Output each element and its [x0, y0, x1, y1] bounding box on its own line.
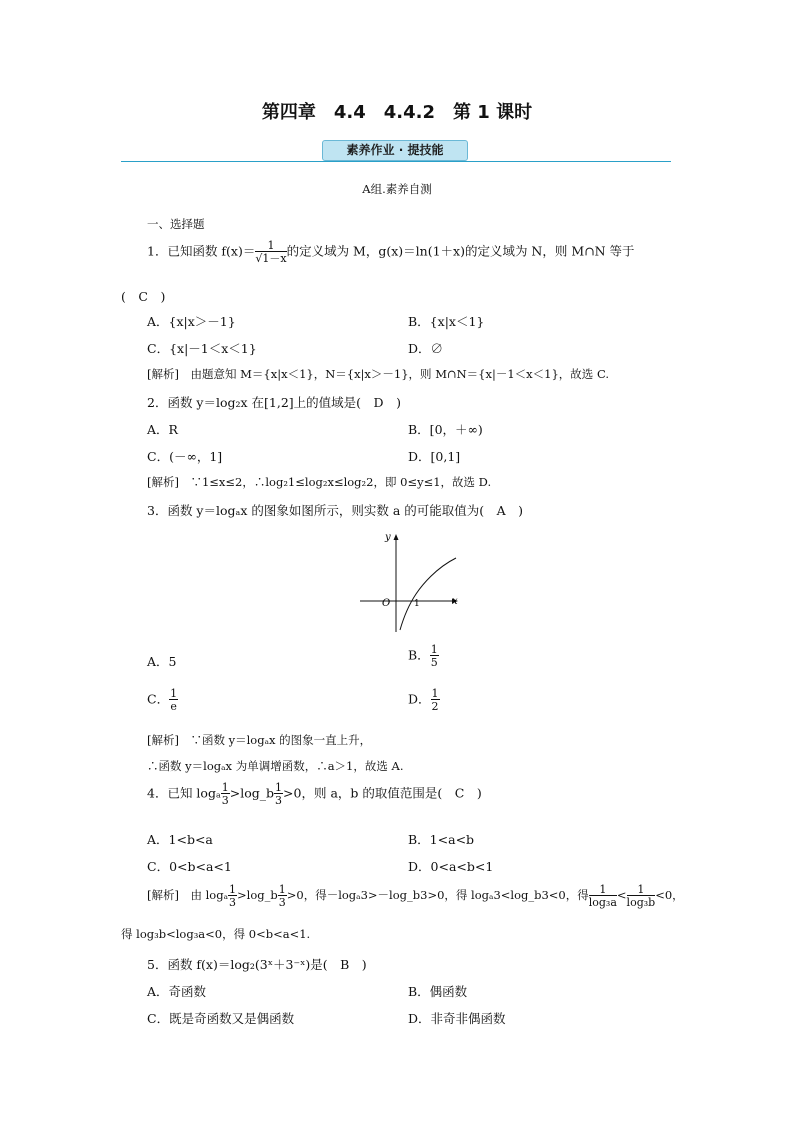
group-label: A组.素养自测: [362, 182, 432, 196]
q3-b-prefix: B．: [408, 647, 430, 663]
q4-option-c: C．0<b<a<1: [147, 859, 232, 874]
section-title: 一、选择题: [147, 217, 205, 231]
q4-option-d: D．0<a<b<1: [408, 859, 494, 874]
q3-b-den: 5: [430, 656, 438, 669]
q3-c-fraction: [169, 688, 178, 712]
q3-c-den: e: [170, 700, 177, 713]
q1-stem-a: 已知函数 f(x)＝: [167, 243, 256, 259]
q3-analysis-2: ∴函数 y＝logₐx 为单调增函数，∴a＞1，故选 A.: [147, 759, 404, 773]
q2-analysis: [解析] ∵1≤x≤2，∴log₂1≤log₂x≤log₂2，即 0≤y≤1，故选 D.: [147, 475, 492, 489]
q4-frac-1-den: 3: [221, 794, 229, 807]
q1-frac-den: √1－x: [255, 252, 287, 265]
q3-b-fraction: [430, 644, 439, 668]
q1-fraction: [255, 240, 286, 264]
q4-option-b: B．1<a<b: [408, 832, 475, 847]
q3-option-d: [408, 688, 440, 712]
q4-option-a: A．1<b<a: [147, 832, 213, 847]
q4-frac-2: [274, 782, 283, 806]
q3-option-a: A．5: [147, 654, 177, 669]
q4-analysis-frac-3: [589, 884, 617, 908]
q4-frac-1: [221, 782, 230, 806]
q5-option-a: A．奇函数: [147, 984, 207, 999]
section-badge: 素养作业 · 提技能: [322, 140, 468, 161]
header-divider: [121, 161, 671, 162]
q4-analysis-frac-2-den: 3: [278, 896, 286, 909]
q3-option-c: [147, 688, 178, 712]
q2-option-c: C．(－∞，1]: [147, 449, 223, 464]
q3-d-den: 2: [431, 700, 439, 713]
y-axis-arrow: [394, 534, 399, 540]
q2-option-d: D．[0,1]: [408, 449, 461, 464]
q4-analysis-frac-1-num: 1: [229, 883, 237, 896]
q2-option-b: B．[0，＋∞): [408, 422, 483, 437]
q1-option-d: D．∅: [408, 341, 444, 356]
question-5-stem: 5．函数 f(x)＝log₂(3ˣ＋3⁻ˣ)是( B ): [147, 957, 367, 972]
graph-y-label: y: [385, 532, 391, 543]
log-function-graph: [360, 528, 470, 634]
q1-analysis: [解析] 由题意知 M＝{x|x＜1}，N＝{x|x＞－1}，则 M∩N＝{x|－1＜x＜1}，故选 C.: [147, 367, 609, 381]
q1-frac-num: 1: [255, 240, 286, 252]
q3-analysis-1: [解析] ∵函数 y＝logₐx 的图象一直上升，: [147, 733, 372, 747]
q4-stem-a: 4．已知 logₐ: [147, 785, 221, 801]
q4-analysis-frac-3-den: log₃a: [588, 896, 617, 909]
q1-number: 1．: [147, 243, 168, 259]
question-2-stem: 2．函数 y＝log₂x 在[1,2]上的值域是( D ): [147, 395, 401, 410]
q1-option-a: A．{x|x＞－1}: [147, 314, 236, 329]
q4-analysis-line-2: 得 log₃b<log₃a<0，得 0<b<a<1.: [121, 927, 311, 941]
q4-analysis-frac-2: [278, 884, 287, 908]
q5-option-d: D．非奇非偶函数: [408, 1011, 506, 1026]
q3-b-num: 1: [430, 643, 438, 656]
q4-stem-b: >log_b: [229, 785, 275, 801]
question-1-stem: [147, 240, 635, 264]
q4-analysis-frac-1-den: 3: [229, 896, 237, 909]
graph-tick-1: 1: [414, 599, 420, 609]
q3-c-num: 1: [170, 687, 178, 700]
q3-d-prefix: D．: [408, 691, 431, 707]
log-curve: [400, 558, 456, 630]
q4-analysis-d: <0，: [655, 888, 684, 902]
graph-x-label: x: [452, 596, 458, 607]
question-4-stem: [147, 782, 482, 806]
q4-frac-1-num: 1: [221, 781, 229, 794]
q4-analysis-a: [解析] 由 logₐ: [147, 888, 229, 902]
graph-origin-label: O: [382, 598, 391, 609]
q4-frac-2-num: 1: [275, 781, 283, 794]
q5-option-b: B．偶函数: [408, 984, 468, 999]
q4-analysis-frac-4: [627, 884, 656, 908]
q4-analysis-frac-4-den: log₃b: [626, 896, 656, 909]
q1-answer: ( C ): [121, 289, 166, 304]
q3-d-fraction: [431, 688, 440, 712]
q1-stem-b: 的定义域为 M，g(x)＝ln(1＋x)的定义域为 N，则 M∩N 等于: [286, 243, 635, 259]
q3-option-b: [408, 644, 439, 668]
q4-analysis-frac-2-num: 1: [278, 883, 286, 896]
q4-analysis-b: >log_b: [237, 888, 278, 902]
q4-frac-2-den: 3: [275, 794, 283, 807]
q2-option-a: A．R: [147, 422, 178, 437]
q4-analysis-line-1: [解析] 由 logₐ $\frac{1}{3}$ >log_b $\frac{1}{3}$ >0，得－logₐ3>－log_b3>0，得 logₐ3<log_b3<0，得 $\frac{1}{\text{log₃a}}$ < $\frac{1}{\text{log₃b}}$ <0，: [147, 883, 684, 909]
question-3-stem: 3．函数 y＝logₐx 的图象如图所示，则实数 a 的可能取值为( A ): [147, 503, 524, 518]
q1-option-c: C．{x|－1＜x＜1}: [147, 341, 257, 356]
q4-analysis-c: >0，得－logₐ3>－log_b3>0，得 logₐ3<log_b3<0，得: [286, 888, 589, 902]
q3-d-num: 1: [431, 687, 439, 700]
q3-c-prefix: C．: [147, 691, 170, 707]
q4-analysis-frac-3-num: 1: [589, 884, 617, 896]
q4-stem-c: >0，则 a，b 的取值范围是( C ): [283, 785, 482, 801]
q4-analysis-frac-1: [228, 884, 237, 908]
page-title: 第四章 4.4 4.4.2 第 1 课时: [261, 102, 533, 123]
q5-option-c: C．既是奇函数又是偶函数: [147, 1011, 295, 1026]
q4-analysis-frac-4-num: 1: [627, 884, 656, 896]
q1-option-b: B．{x|x＜1}: [408, 314, 485, 329]
